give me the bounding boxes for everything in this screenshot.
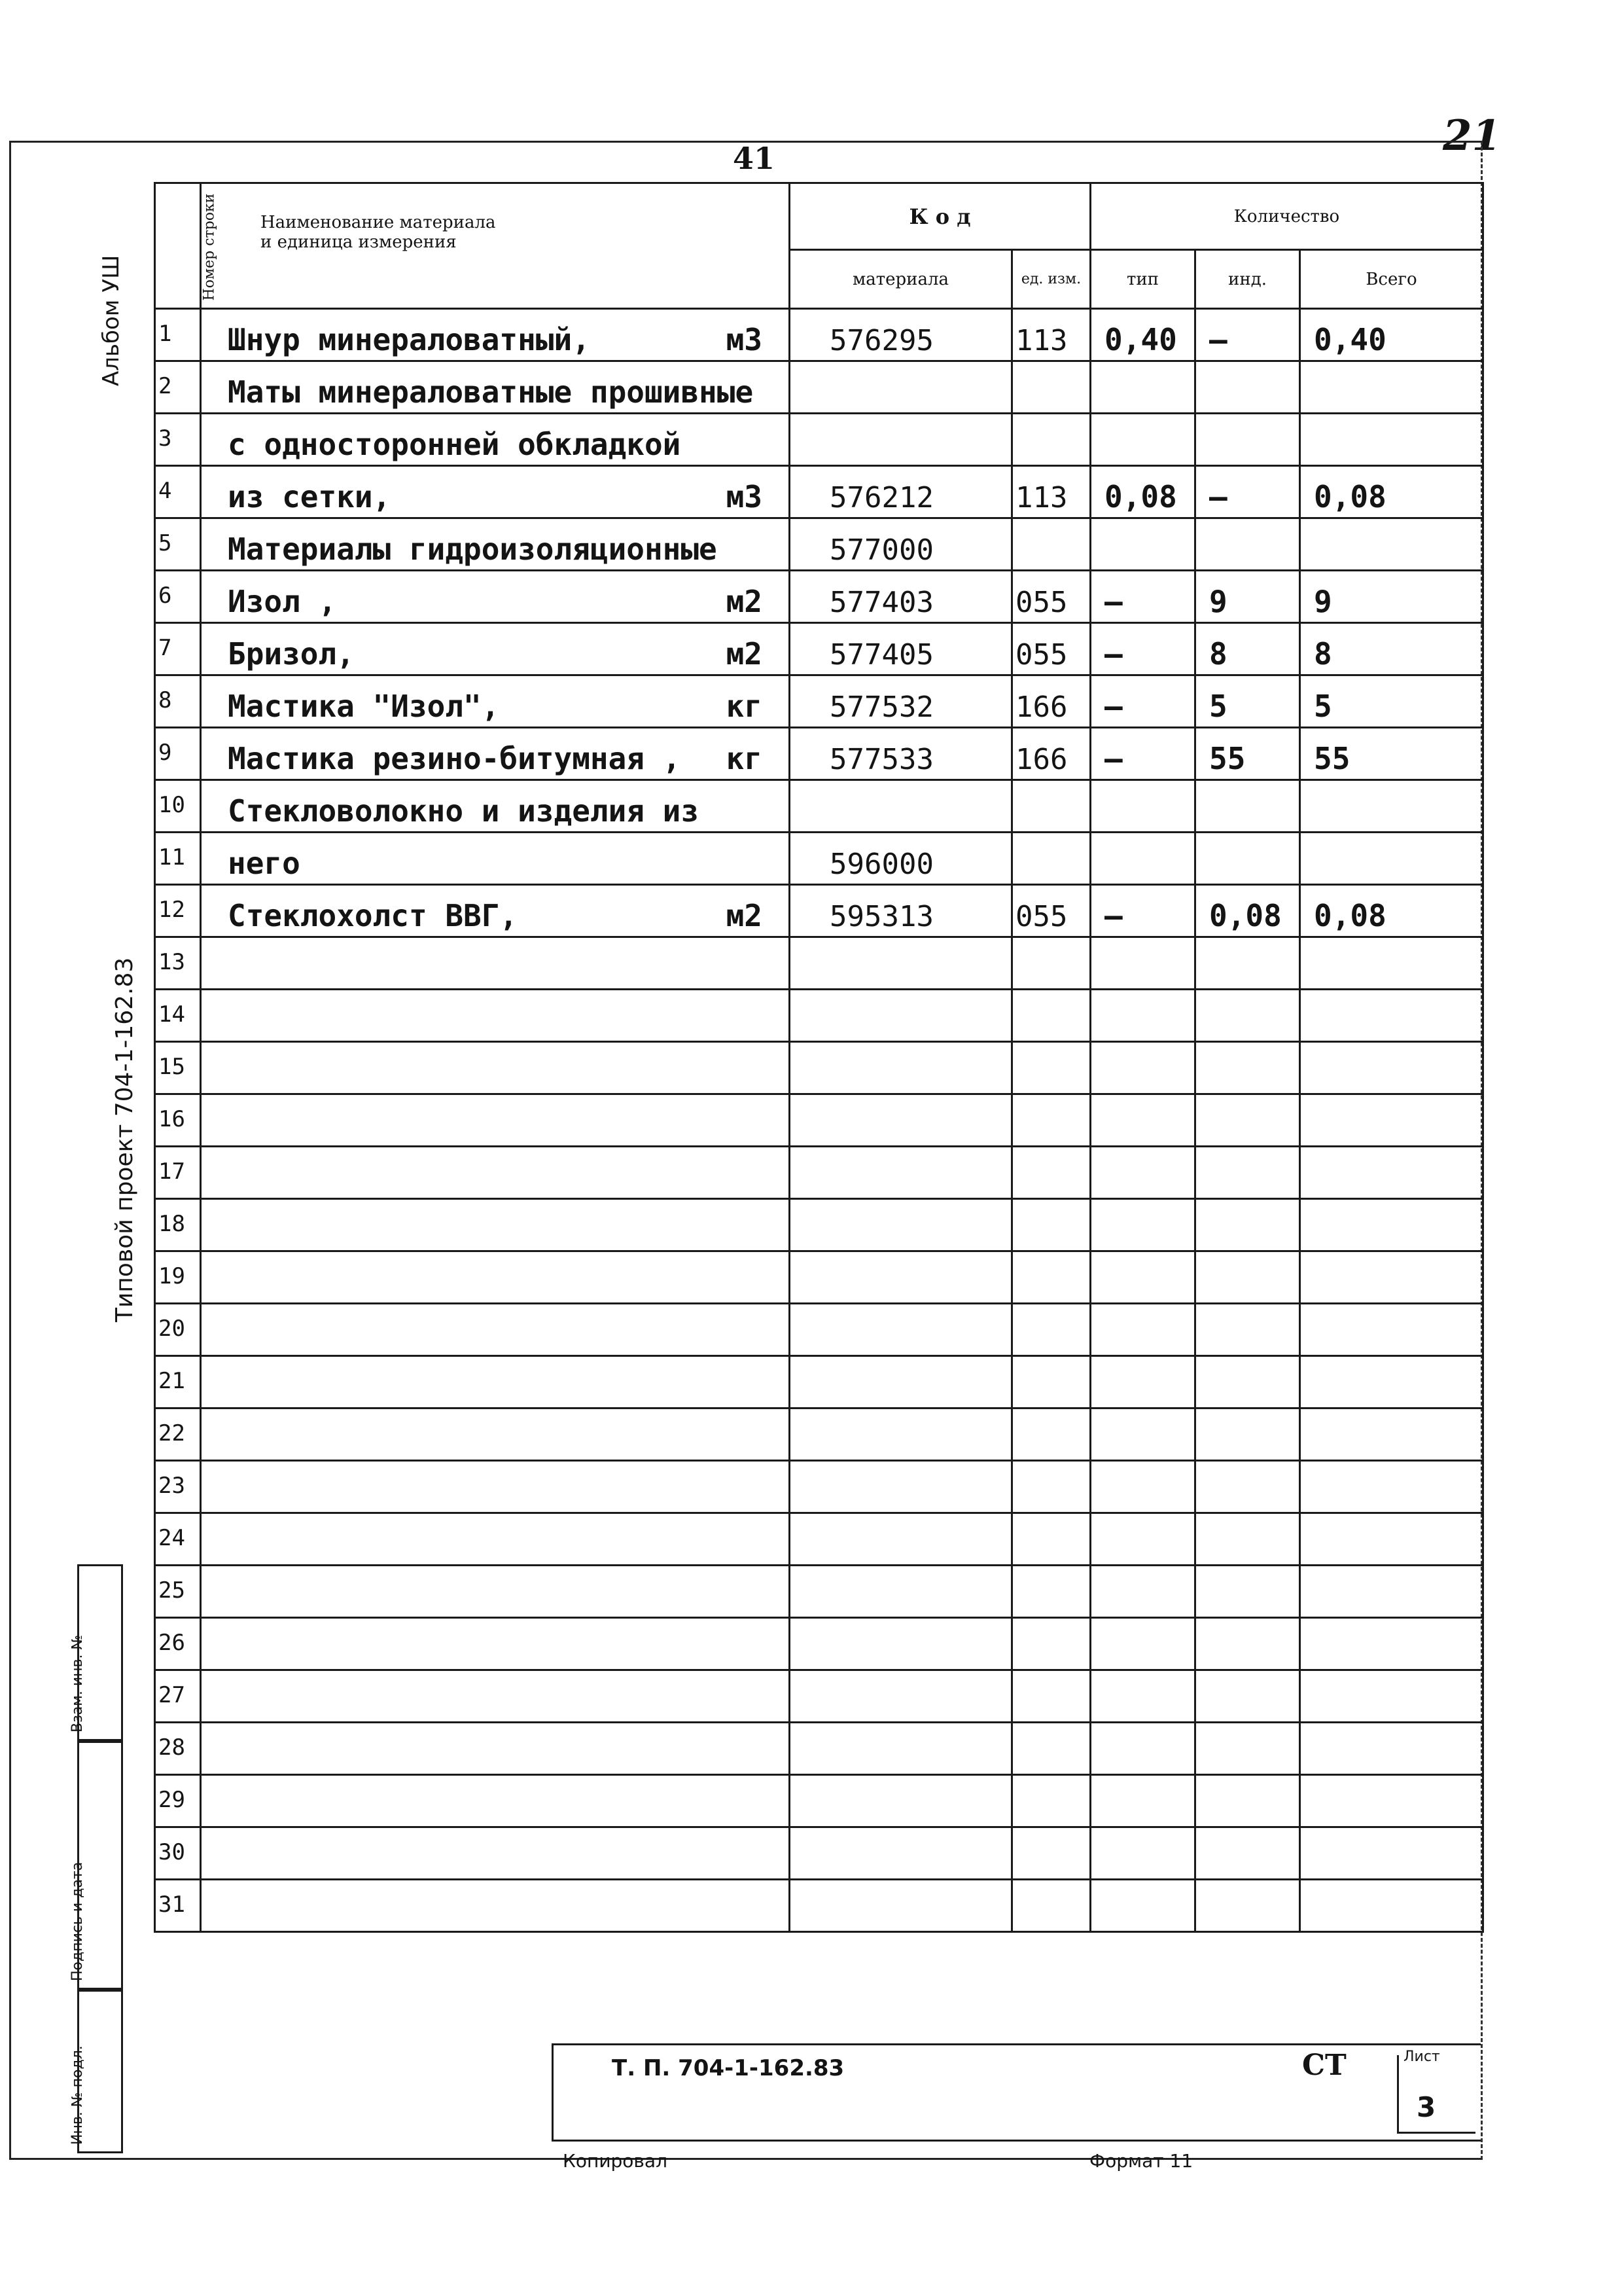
- table-row: [155, 309, 1483, 361]
- table-row: [155, 518, 1483, 571]
- quantity-ind: [1195, 937, 1300, 990]
- code-header: К о д: [790, 183, 1091, 250]
- quantity-ind: [1195, 1094, 1300, 1147]
- quantity-total: [1300, 1356, 1483, 1408]
- row-number: 29: [155, 1775, 201, 1827]
- material-name: [201, 1618, 790, 1670]
- unit-code: 055: [1012, 571, 1091, 623]
- quantity-type: 0,40: [1091, 309, 1195, 361]
- material-name: [201, 780, 790, 833]
- row-number: 3: [155, 414, 201, 466]
- unit-code: [1012, 1304, 1091, 1356]
- row-number: 16: [155, 1094, 201, 1147]
- row-number: 12: [155, 885, 201, 937]
- material-unit: м2: [726, 584, 762, 619]
- material-code: [790, 1775, 1012, 1827]
- table-row: [155, 990, 1483, 1042]
- table-row: [155, 1618, 1483, 1670]
- material-code: [790, 1880, 1012, 1932]
- quantity-type: –: [1091, 885, 1195, 937]
- material-name: [201, 1513, 790, 1566]
- material-code: 596000: [790, 833, 1012, 885]
- material-code: [790, 1513, 1012, 1566]
- quantity-total: [1300, 937, 1483, 990]
- title-block-mark: СТ: [1302, 2049, 1347, 2082]
- table-row: [155, 1408, 1483, 1461]
- material-code: [790, 990, 1012, 1042]
- quantity-ind: [1195, 1618, 1300, 1670]
- row-number: 25: [155, 1566, 201, 1618]
- quantity-type: [1091, 990, 1195, 1042]
- quantity-total: [1300, 833, 1483, 885]
- row-number: 2: [155, 361, 201, 414]
- code-unit-header: ед. изм.: [1012, 250, 1091, 309]
- quantity-total: [1300, 1461, 1483, 1513]
- quantity-type: [1091, 1461, 1195, 1513]
- material-name-text: Изол ,: [228, 584, 337, 619]
- table-row: [155, 1147, 1483, 1199]
- material-code: 577000: [790, 518, 1012, 571]
- material-code: 577532: [790, 675, 1012, 728]
- quantity-total: [1300, 1775, 1483, 1827]
- table-row: [155, 675, 1483, 728]
- material-code: 576212: [790, 466, 1012, 518]
- quantity-type: [1091, 1513, 1195, 1566]
- material-unit: м2: [726, 898, 762, 933]
- sheet-number: 3: [1417, 2091, 1436, 2123]
- material-name: [201, 1304, 790, 1356]
- footer-format: Формат 11: [1089, 2150, 1193, 2172]
- quantity-type: [1091, 361, 1195, 414]
- row-number: 31: [155, 1880, 201, 1932]
- sheet-label: Лист: [1403, 2049, 1440, 2065]
- quantity-ind: [1195, 1356, 1300, 1408]
- material-code: [790, 1304, 1012, 1356]
- top-number: 41: [733, 141, 775, 176]
- row-number: 30: [155, 1827, 201, 1880]
- name-header: Наименование материала и единица измерения: [201, 183, 790, 309]
- material-code: [790, 1147, 1012, 1199]
- quantity-ind: [1195, 1251, 1300, 1304]
- quantity-total: [1300, 518, 1483, 571]
- quantity-ind: [1195, 780, 1300, 833]
- table-row: [155, 1042, 1483, 1094]
- quantity-ind: [1195, 1408, 1300, 1461]
- row-number: 24: [155, 1513, 201, 1566]
- quantity-type-header: тип: [1091, 250, 1195, 309]
- table-row: [155, 937, 1483, 990]
- quantity-total: [1300, 1827, 1483, 1880]
- row-number: 4: [155, 466, 201, 518]
- quantity-total: 9: [1300, 571, 1483, 623]
- stamp-inv-original: Инв. № подл.: [77, 1990, 123, 2153]
- quantity-type: [1091, 518, 1195, 571]
- unit-code: [1012, 414, 1091, 466]
- material-name: [201, 1199, 790, 1251]
- unit-code: [1012, 1461, 1091, 1513]
- quantity-total: [1300, 361, 1483, 414]
- quantity-type: [1091, 937, 1195, 990]
- quantity-type: [1091, 414, 1195, 466]
- material-unit: кг: [726, 689, 762, 724]
- table-row: [155, 1670, 1483, 1723]
- material-name: [201, 1251, 790, 1304]
- material-name: [201, 518, 790, 571]
- table-row: [155, 1356, 1483, 1408]
- material-name: [201, 990, 790, 1042]
- material-name: [201, 1827, 790, 1880]
- material-code: [790, 1670, 1012, 1723]
- stamp-signature-date: Подпись и дата: [77, 1741, 123, 1990]
- material-name: [201, 1461, 790, 1513]
- unit-code: 055: [1012, 623, 1091, 675]
- row-number-header: Номер строки: [155, 183, 201, 309]
- quantity-type: [1091, 1775, 1195, 1827]
- row-number: 26: [155, 1618, 201, 1670]
- material-name-text: Мастика "Изол",: [228, 689, 500, 724]
- material-name: [201, 833, 790, 885]
- material-name-text: него: [228, 846, 300, 881]
- material-name: [201, 571, 790, 623]
- quantity-ind: 0,08: [1195, 885, 1300, 937]
- row-number: 13: [155, 937, 201, 990]
- material-unit: м2: [726, 636, 762, 672]
- unit-code: [1012, 1670, 1091, 1723]
- row-number: 15: [155, 1042, 201, 1094]
- material-name-text: с односторонней обкладкой: [228, 427, 681, 462]
- quantity-total: [1300, 1199, 1483, 1251]
- unit-code: [1012, 990, 1091, 1042]
- quantity-total: [1300, 1723, 1483, 1775]
- material-name-text: из сетки,: [228, 479, 391, 514]
- row-number: 22: [155, 1408, 201, 1461]
- unit-code: 113: [1012, 466, 1091, 518]
- quantity-type: [1091, 780, 1195, 833]
- material-name: [201, 1408, 790, 1461]
- quantity-type: [1091, 1880, 1195, 1932]
- table-row: [155, 1094, 1483, 1147]
- unit-code: 113: [1012, 309, 1091, 361]
- material-code: [790, 937, 1012, 990]
- quantity-ind: [1195, 1566, 1300, 1618]
- table-row: [155, 1566, 1483, 1618]
- material-name-text: Мастика резино-битумная ,: [228, 741, 681, 776]
- material-code: [790, 1408, 1012, 1461]
- quantity-total: [1300, 1251, 1483, 1304]
- quantity-total: 0,08: [1300, 466, 1483, 518]
- unit-code: [1012, 1042, 1091, 1094]
- material-name: [201, 1147, 790, 1199]
- quantity-type: [1091, 1251, 1195, 1304]
- quantity-total: [1300, 414, 1483, 466]
- side-album-label: Альбом УШ: [98, 255, 124, 386]
- quantity-ind: [1195, 990, 1300, 1042]
- unit-code: [1012, 1566, 1091, 1618]
- material-name-text: Маты минераловатные прошивные: [228, 374, 754, 410]
- quantity-type: [1091, 1094, 1195, 1147]
- material-name: [201, 675, 790, 728]
- quantity-ind: 5: [1195, 675, 1300, 728]
- material-code: [790, 1827, 1012, 1880]
- row-number: 11: [155, 833, 201, 885]
- row-number: 10: [155, 780, 201, 833]
- footer-copied-by: Копировал: [563, 2150, 667, 2172]
- material-code: 595313: [790, 885, 1012, 937]
- quantity-ind: [1195, 1147, 1300, 1199]
- material-name: [201, 1356, 790, 1408]
- quantity-header: Количество: [1091, 183, 1483, 250]
- quantity-total: [1300, 780, 1483, 833]
- unit-code: [1012, 1408, 1091, 1461]
- quantity-total-header: Всего: [1300, 250, 1483, 309]
- material-code: [790, 1199, 1012, 1251]
- stamp-replaced-inv: Взам. инв. №: [77, 1564, 123, 1741]
- quantity-total: [1300, 990, 1483, 1042]
- unit-code: [1012, 1251, 1091, 1304]
- unit-code: [1012, 1513, 1091, 1566]
- quantity-type: [1091, 1147, 1195, 1199]
- sheet-box: [1397, 2055, 1475, 2134]
- table-row: [155, 571, 1483, 623]
- unit-code: [1012, 1827, 1091, 1880]
- quantity-total: [1300, 1304, 1483, 1356]
- material-code: [790, 1566, 1012, 1618]
- quantity-type: [1091, 1199, 1195, 1251]
- row-number: 1: [155, 309, 201, 361]
- quantity-ind: [1195, 1827, 1300, 1880]
- material-code: [790, 1251, 1012, 1304]
- table-row: [155, 1199, 1483, 1251]
- material-name: [201, 466, 790, 518]
- table-row: [155, 1251, 1483, 1304]
- unit-code: [1012, 1880, 1091, 1932]
- quantity-ind: [1195, 1670, 1300, 1723]
- quantity-ind: –: [1195, 466, 1300, 518]
- unit-code: 055: [1012, 885, 1091, 937]
- row-number: 23: [155, 1461, 201, 1513]
- quantity-type: [1091, 1356, 1195, 1408]
- material-name: [201, 1094, 790, 1147]
- quantity-ind-header: инд.: [1195, 250, 1300, 309]
- quantity-ind: [1195, 1723, 1300, 1775]
- row-number: 19: [155, 1251, 201, 1304]
- quantity-type: [1091, 1723, 1195, 1775]
- table-row: [155, 833, 1483, 885]
- side-project-label: Типовой проект 704-1-162.83: [111, 957, 138, 1322]
- table-row: [155, 885, 1483, 937]
- quantity-ind: [1195, 518, 1300, 571]
- quantity-ind: [1195, 1304, 1300, 1356]
- quantity-ind: [1195, 1199, 1300, 1251]
- table-row: [155, 1513, 1483, 1566]
- material-unit: м3: [726, 322, 762, 357]
- quantity-ind: [1195, 833, 1300, 885]
- quantity-type: [1091, 1670, 1195, 1723]
- quantity-total: 8: [1300, 623, 1483, 675]
- quantity-total: [1300, 1513, 1483, 1566]
- unit-code: [1012, 1723, 1091, 1775]
- quantity-type: –: [1091, 623, 1195, 675]
- material-name: [201, 1042, 790, 1094]
- material-name: [201, 885, 790, 937]
- quantity-ind: 55: [1195, 728, 1300, 780]
- quantity-type: 0,08: [1091, 466, 1195, 518]
- material-code: [790, 1042, 1012, 1094]
- row-number: 20: [155, 1304, 201, 1356]
- material-name: [201, 1775, 790, 1827]
- row-number: 6: [155, 571, 201, 623]
- material-name: [201, 414, 790, 466]
- quantity-type: [1091, 1304, 1195, 1356]
- row-number: 9: [155, 728, 201, 780]
- table-row: [155, 1880, 1483, 1932]
- row-number: 21: [155, 1356, 201, 1408]
- quantity-type: [1091, 1042, 1195, 1094]
- material-name: [201, 1670, 790, 1723]
- material-name-text: Шнур минераловатный,: [228, 322, 590, 357]
- table-row: [155, 1723, 1483, 1775]
- unit-code: [1012, 780, 1091, 833]
- material-name: [201, 728, 790, 780]
- table-row: [155, 1304, 1483, 1356]
- quantity-ind: [1195, 1513, 1300, 1566]
- table-row: [155, 728, 1483, 780]
- material-name-text: Бризол,: [228, 636, 355, 672]
- quantity-type: [1091, 1827, 1195, 1880]
- material-code: 576295: [790, 309, 1012, 361]
- unit-code: [1012, 1618, 1091, 1670]
- material-name: [201, 1880, 790, 1932]
- unit-code: [1012, 1094, 1091, 1147]
- quantity-total: [1300, 1094, 1483, 1147]
- quantity-total: 5: [1300, 675, 1483, 728]
- quantity-total: [1300, 1566, 1483, 1618]
- quantity-total: 0,40: [1300, 309, 1483, 361]
- quantity-type: [1091, 1408, 1195, 1461]
- quantity-total: [1300, 1618, 1483, 1670]
- quantity-total: 0,08: [1300, 885, 1483, 937]
- quantity-type: —: [1091, 728, 1195, 780]
- quantity-ind: [1195, 361, 1300, 414]
- unit-code: [1012, 1199, 1091, 1251]
- quantity-type: [1091, 1566, 1195, 1618]
- unit-code: [1012, 361, 1091, 414]
- row-number: 28: [155, 1723, 201, 1775]
- unit-code: 166: [1012, 675, 1091, 728]
- quantity-type: [1091, 833, 1195, 885]
- material-name-text: Материалы гидроизоляционные: [228, 531, 717, 567]
- material-name: [201, 1723, 790, 1775]
- unit-code: [1012, 1147, 1091, 1199]
- table-row: [155, 361, 1483, 414]
- quantity-ind: [1195, 1775, 1300, 1827]
- material-name-text: Стеклохолст ВВГ,: [228, 898, 518, 933]
- row-number: 18: [155, 1199, 201, 1251]
- row-number: 8: [155, 675, 201, 728]
- material-code: [790, 1618, 1012, 1670]
- material-name: [201, 361, 790, 414]
- material-name: [201, 1566, 790, 1618]
- unit-code: [1012, 937, 1091, 990]
- quantity-total: [1300, 1880, 1483, 1932]
- material-code: 577533: [790, 728, 1012, 780]
- quantity-ind: [1195, 1461, 1300, 1513]
- material-code: [790, 1356, 1012, 1408]
- quantity-ind: [1195, 1880, 1300, 1932]
- row-number: 14: [155, 990, 201, 1042]
- table-row: [155, 1775, 1483, 1827]
- quantity-ind: –: [1195, 309, 1300, 361]
- material-name: [201, 937, 790, 990]
- quantity-total: 55: [1300, 728, 1483, 780]
- unit-code: 166: [1012, 728, 1091, 780]
- material-unit: кг: [726, 741, 762, 776]
- title-block-code: Т. П. 704-1-162.83: [612, 2055, 845, 2081]
- materials-table: [154, 182, 1484, 1933]
- quantity-total: [1300, 1042, 1483, 1094]
- material-code: [790, 1723, 1012, 1775]
- quantity-type: –: [1091, 571, 1195, 623]
- unit-code: [1012, 518, 1091, 571]
- row-number: 5: [155, 518, 201, 571]
- row-number: 27: [155, 1670, 201, 1723]
- material-code: [790, 780, 1012, 833]
- quantity-type: –: [1091, 675, 1195, 728]
- quantity-total: [1300, 1670, 1483, 1723]
- unit-code: [1012, 833, 1091, 885]
- unit-code: [1012, 1775, 1091, 1827]
- material-unit: м3: [726, 479, 762, 514]
- material-name: [201, 309, 790, 361]
- quantity-ind: [1195, 414, 1300, 466]
- material-name-text: Стекловолокно и изделия из: [228, 793, 699, 829]
- table-row: [155, 780, 1483, 833]
- table-row: [155, 466, 1483, 518]
- table-row: [155, 1461, 1483, 1513]
- row-number: 7: [155, 623, 201, 675]
- quantity-ind: [1195, 1042, 1300, 1094]
- unit-code: [1012, 1356, 1091, 1408]
- code-material-header: материала: [790, 250, 1012, 309]
- material-code: 577405: [790, 623, 1012, 675]
- table-row: [155, 414, 1483, 466]
- quantity-ind: 8: [1195, 623, 1300, 675]
- quantity-type: [1091, 1618, 1195, 1670]
- material-code: 577403: [790, 571, 1012, 623]
- page-number: 21: [1443, 111, 1502, 160]
- material-code: [790, 361, 1012, 414]
- material-code: [790, 1461, 1012, 1513]
- row-number: 17: [155, 1147, 201, 1199]
- quantity-ind: 9: [1195, 571, 1300, 623]
- quantity-total: [1300, 1408, 1483, 1461]
- material-code: [790, 414, 1012, 466]
- table-row: [155, 623, 1483, 675]
- material-code: [790, 1094, 1012, 1147]
- table-row: [155, 1827, 1483, 1880]
- quantity-total: [1300, 1147, 1483, 1199]
- material-name: [201, 623, 790, 675]
